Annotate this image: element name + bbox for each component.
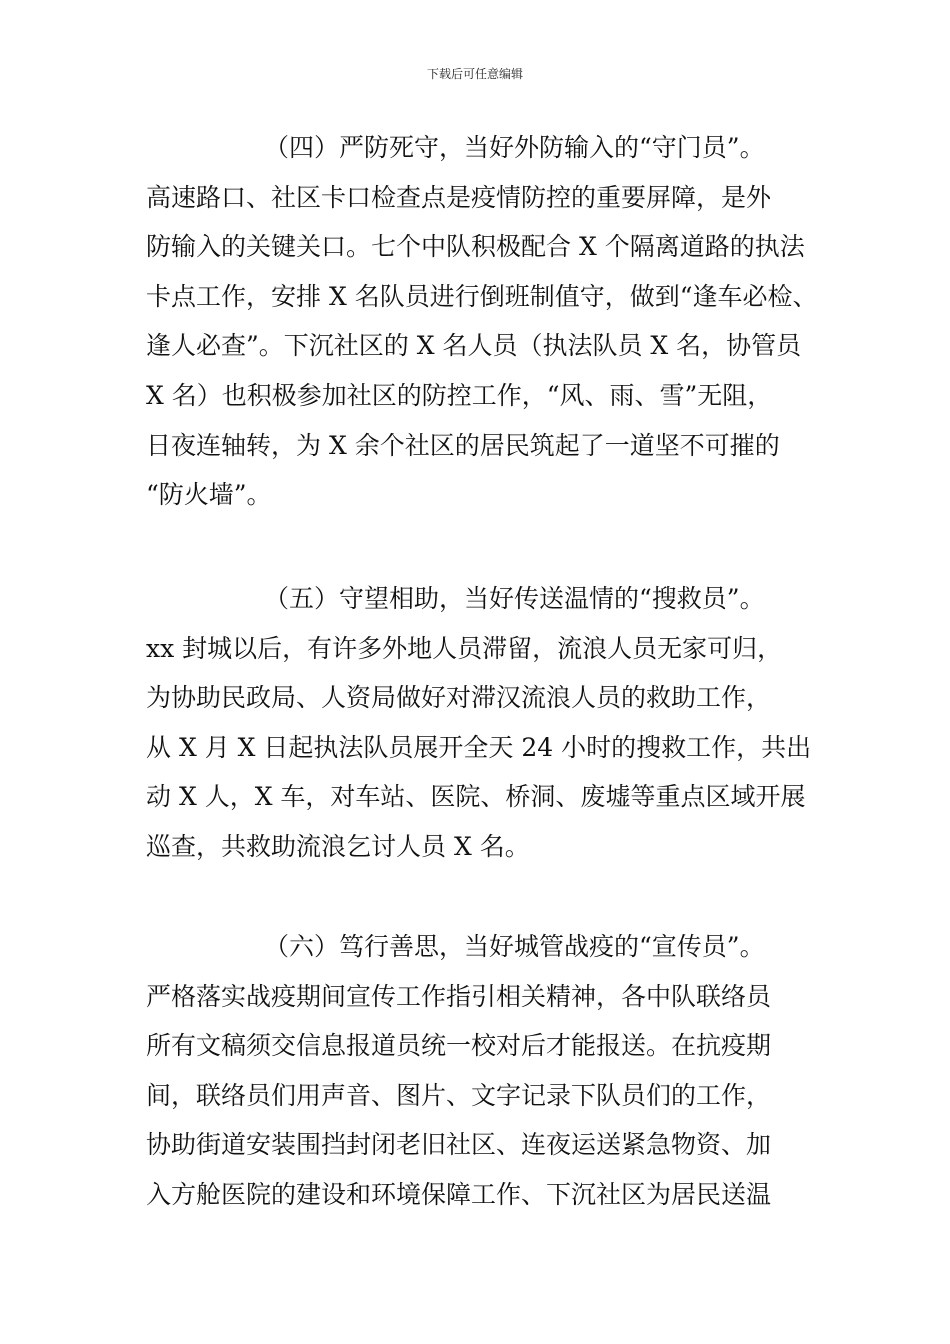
paragraph-line: 协助街道安装围挡封闭老旧社区、连夜运送紧急物资、加 — [146, 1130, 772, 1160]
paragraph-line: 逢人必查”。下沉社区的 X 名人员（执法队员 X 名，协管员 — [146, 331, 802, 361]
paragraph-line: 高速路口、社区卡口检查点是疫情防控的重要屏障，是外 — [146, 182, 772, 212]
paragraph-line: 间，联络员们用声音、图片、文字记录下队员们的工作， — [146, 1080, 772, 1110]
paragraph-line: 从 X 月 X 日起执法队员展开全天 24 小时的搜救工作，共出 — [146, 732, 812, 762]
paragraph-line: xx 封城以后，有许多外地人员滞留，流浪人员无家可归， — [146, 633, 783, 663]
paragraph-line: “防火墙”。 — [146, 480, 272, 510]
paragraph-line: X 名）也积极参加社区的防控工作，“风、雨、雪”无阻， — [146, 380, 773, 410]
paragraph-line: 动 X 人，X 车，对车站、医院、桥洞、废墟等重点区域开展 — [146, 782, 806, 812]
paragraph-line: 为协助民政局、人资局做好对滞汉流浪人员的救助工作， — [146, 683, 772, 713]
paragraph-5 — [146, 574, 826, 872]
paragraph-4 — [146, 123, 826, 520]
paragraph-line: 入方舱医院的建设和环境保障工作、下沉社区为居民送温 — [146, 1179, 772, 1209]
paragraph-line: （六）笃行善思，当好城管战疫的“宣传员”。 — [264, 932, 765, 961]
paragraph-line: 巡查，共救助流浪乞讨人员 X 名。 — [146, 831, 530, 861]
paragraph-line: 所有文稿须交信息报道员统一校对后才能报送。在抗疫期 — [146, 1031, 772, 1061]
paragraph-line: 防输入的关键关口。七个中队积极配合 X 个隔离道路的执法 — [146, 232, 805, 262]
paragraph-line: 严格落实战疫期间宣传工作指引相关精神，各中队联络员 — [146, 981, 772, 1011]
page-header: 下载后可任意编辑 — [426, 67, 523, 81]
paragraph-line: （五）守望相助，当好传送温情的“搜救员”。 — [264, 584, 765, 613]
paragraph-line: 日夜连轴转，为 X 余个社区的居民筑起了一道坚不可摧的 — [146, 430, 780, 460]
paragraph-line: （四）严防死守，当好外防输入的“守门员”。 — [264, 133, 765, 162]
paragraph-6 — [146, 922, 826, 1220]
paragraph-line: 卡点工作，安排 X 名队员进行倒班制值守，做到“逢车必检、 — [146, 281, 818, 311]
